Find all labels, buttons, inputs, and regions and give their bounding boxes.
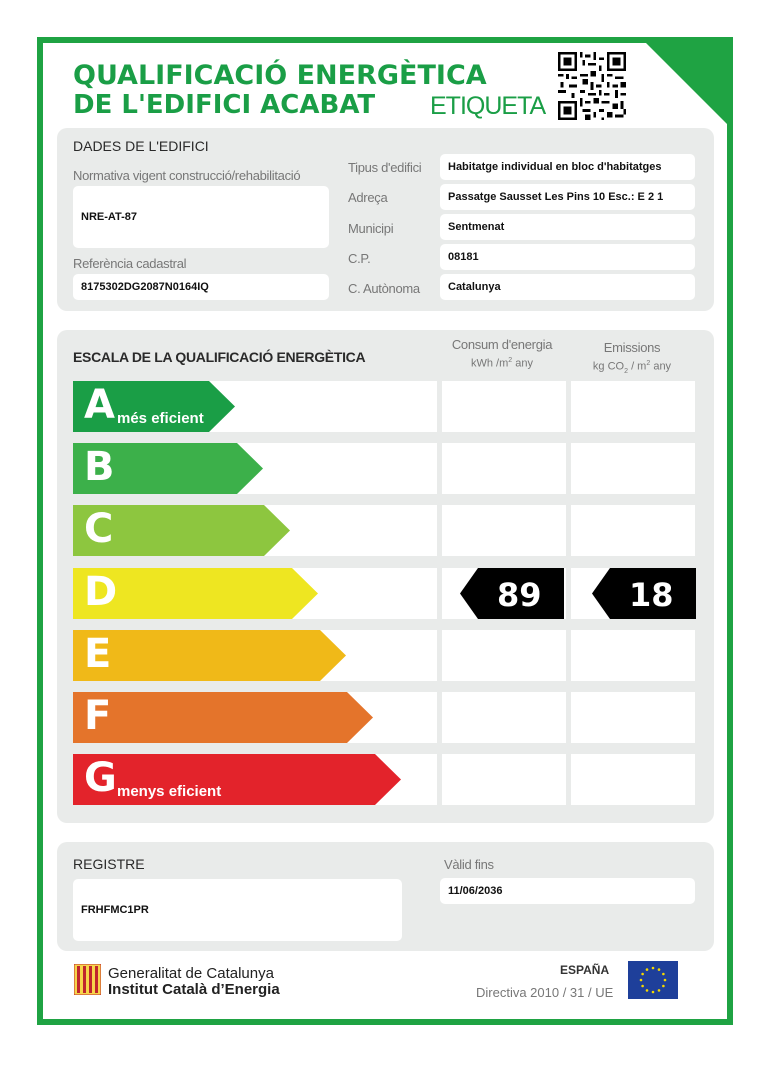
consum-cell-e <box>442 630 566 681</box>
consum-rating-marker-value: 89 <box>497 576 542 614</box>
normativa-value: NRE-AT-87 <box>81 211 138 223</box>
title-line2: DE L'EDIFICI ACABAT <box>73 90 376 120</box>
valid-value: 11/06/2036 <box>448 885 503 897</box>
class-letter-c: C <box>84 506 114 552</box>
consum-cell-b <box>442 443 566 494</box>
normativa-label: Normativa vigent construcció/rehabilitació <box>73 168 301 183</box>
adreca-label: Adreça <box>348 190 388 205</box>
class-letter-a: A <box>84 382 115 428</box>
emissions-cell-f <box>571 692 695 743</box>
consum-header: Consum d'energia <box>451 337 553 352</box>
class-letter-d: D <box>84 569 118 615</box>
autonoma-label: C. Autònoma <box>348 281 420 296</box>
class-text-a: més eficient <box>117 410 204 427</box>
emissions-cell-a <box>571 381 695 432</box>
class-letter-f: F <box>84 693 112 739</box>
referencia-value: 8175302DG2087N0164IQ <box>81 281 209 293</box>
directive-label: Directiva 2010 / 31 / UE <box>476 985 614 1000</box>
consum-cell-c <box>442 505 566 556</box>
class-letter-g: G <box>84 755 117 801</box>
etiqueta-label: ETIQUETA <box>430 92 546 120</box>
autonoma-value: Catalunya <box>448 281 501 293</box>
catalonia-flag-icon <box>74 964 101 995</box>
class-text-g: menys eficient <box>117 783 222 800</box>
cp-label: C.P. <box>348 251 371 266</box>
tipus-field <box>440 154 695 180</box>
municipi-label: Municipi <box>348 221 394 236</box>
class-letter-b: B <box>84 444 115 490</box>
class-letter-e: E <box>84 631 112 677</box>
emissions-cell-g <box>571 754 695 805</box>
adreca-value: Passatge Sausset Les Pins 10 Esc.: E 2 1 <box>448 191 664 203</box>
emissions-rating-marker-value: 18 <box>629 576 674 614</box>
org-line2: Institut Català d’Energia <box>108 981 280 998</box>
org-line1: Generalitat de Catalunya <box>108 965 274 982</box>
class-arrow-e <box>73 630 346 681</box>
cp-value: 08181 <box>448 251 479 263</box>
title-line1: QUALIFICACIÓ ENERGÈTICA <box>73 60 487 91</box>
registre-field <box>73 879 402 941</box>
registre-title: REGISTRE <box>73 856 145 872</box>
building-data-title: DADES DE L'EDIFICI <box>73 138 209 154</box>
energy-scale-title: ESCALA DE LA QUALIFICACIÓ ENERGÈTICA <box>73 349 366 365</box>
consum-cell-g <box>442 754 566 805</box>
cp-field <box>440 244 695 270</box>
country-label: ESPAÑA <box>560 963 610 977</box>
consum-cell-a <box>442 381 566 432</box>
eu-flag-icon <box>628 961 678 999</box>
autonoma-field <box>440 274 695 300</box>
emissions-header: Emissions <box>603 340 661 355</box>
tipus-label: Tipus d'edifici <box>348 160 422 175</box>
municipi-value: Sentmenat <box>448 221 505 233</box>
normativa-field <box>73 186 329 248</box>
emissions-cell-c <box>571 505 695 556</box>
adreca-field <box>440 184 695 210</box>
consum-cell-f <box>442 692 566 743</box>
class-arrow-f <box>73 692 373 743</box>
valid-field <box>440 878 695 904</box>
tipus-value: Habitatge individual en bloc d'habitatges <box>448 161 662 173</box>
emissions-cell-e <box>571 630 695 681</box>
registre-value: FRHFMC1PR <box>81 904 149 916</box>
referencia-field <box>73 274 329 300</box>
municipi-field <box>440 214 695 240</box>
referencia-label: Referència cadastral <box>73 256 187 271</box>
qr-code-icon <box>558 52 626 120</box>
emissions-cell-b <box>571 443 695 494</box>
emissions-unit: kg $CO_2 / m^2$ any <box>592 360 672 375</box>
valid-label: Vàlid fins <box>444 857 494 872</box>
consum-unit: kWh $/m^2$ any <box>471 357 533 370</box>
